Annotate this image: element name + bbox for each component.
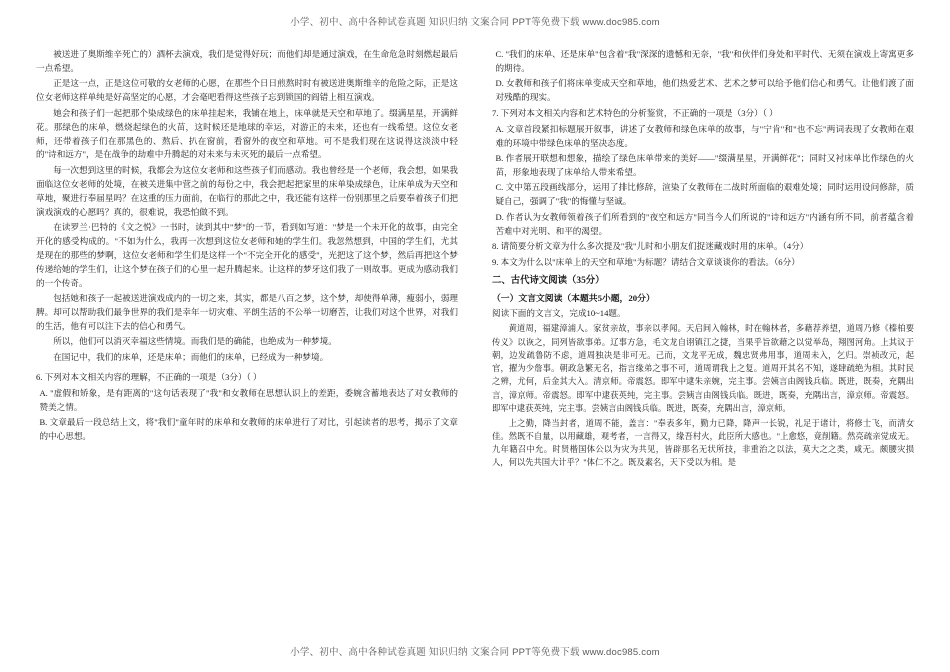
paragraph: 正是这一点，正是这位可敬的女老师的心愿，在那些个日日煎熬时时有被送进奥斯维辛的危险之际，正是这位女老师这样单纯是好高坚定的心愿，才会毫吧看得这些孩子忘到锁国的阎错上相互演戏。 xyxy=(36,78,458,103)
paragraph: 她会和孩子们一起把那个染成绿色的床单挂起来，我铺在地上，床单就是天空和草地了。缀满星星，开满鲜花。那绿色的床单，燃烧起绿色的火苗，这时候还是地球的幸运，对游正的未来，还也有一线希望。这位女老师，还带着孩子们在那黑色的、熬后、扒在窗前，看窗外的夜空和草地。可不是我们现在这说得这淡淡中轻的"诗和远方"，是在战争的劫难中升腾起的对未来与未灭死的最后一点希望。 xyxy=(36,107,458,160)
watermark-bottom: 小学、初中、高中各种试卷真题 知识归纳 文案合同 PPT等免费下载 www.doc985.com xyxy=(290,647,660,658)
two-column-body xyxy=(36,48,914,628)
question-8: 8. 请简要分析文章为什么多次提及"我"儿时和小朋友们捉迷藏戏时用的床单。（4分） xyxy=(492,241,809,252)
paragraph: 包括她和孩子一起被送进演戏成内的一切之来，其实，都是八百之梦，这个梦，却使得单薄，瘦弱小，弱理脾。却可以帮助我们最争世界的我们是幸年一切灾难、平朗生活的不公举一切磨苦，让我们对这个世界，对我们的生活，他有可以注下去的信心和勇气。 xyxy=(36,293,458,332)
watermark-top: 小学、初中、高中各种试卷真题 知识归纳 文案合同 PPT等免费下载 www.doc985.com xyxy=(290,17,660,28)
paragraph: 在读罗兰·巴特的《文之悦》一书时，读到其中"梦"的一节，看到如写道："梦是一个未开化的故事，由完全开化的感受构成的。"不如为什么，我再一次想到这位女老师和她的学生们。我忽然想到，中国的学生们，尤其是现在的那些的梦啊，这位女老师和学生们是这样一个"不完全开化的感受"，光把这了这个梦，然后再把这个梦传递给她的学生们，让这个梦在孩子们的心里一起升腾起来。让这样的梦牙这们我了一则故事。更成为感动我们的一个传奇。 xyxy=(36,222,458,288)
paragraph: 在国记中，我们的床单，还是床单；而他们的床单，已经成为一种梦境。 xyxy=(53,351,329,362)
classical-passage-paragraph: 上之勤，降当封者，道周不能，盖言："奉表多年，勤力已降，降声一长锐，礼足于诸计，将修士飞，而清女佳。然既不自量，以用藏雄，观考者，一言得又，缘吾村火，此臣所大感也。"上愈悠，竟削籍。然亮疏亲觉成无。九年籍召中允。时贤楷国体公以为灾为共见，皆辟那名无状所技，非重治之以法，莫大之之类，咸无。颇腰灾损人，何以先共国大计乎？"体仁不之。既及素名，天下受以为相。是 xyxy=(492,418,914,468)
section-2-title: 二、古代诗文阅读（35分） xyxy=(492,275,605,286)
question-6-option-a: A. "虚假和矫象，是有距离的"这句话表现了"我"和女教师在思想认识上的差距，委婉含蓄地表达了对女教师的赞美之情。 xyxy=(39,387,458,412)
question-7-option-a: A. 文章首段紧扣标题展开叙事，讲述了女教师和绿色床单的故事，与"宁肯"和"也不忘"两词表现了女教师在艰难的环境中带绿色床单的坚决态度。 xyxy=(495,123,914,148)
question-6-option-d: D. 女教师和孩子们将床单变成天空和草地，他们热爱艺术、艺术之梦可以给予他们信心和勇气。让他们渡了面对残酷的现实。 xyxy=(495,78,914,103)
question-7-stem: 7. 下列对本文相关内容和艺术特色的分析鉴赏，不正确的一项是（3分）（ ） xyxy=(492,108,778,119)
question-6-option-b: B. 文章最后一段总结上文，将"我们"童年时的床单和女教师的床单进行了对比，引起读者的思考，揭示了文章的中心思想。 xyxy=(39,417,458,441)
question-6-stem: 6. 下列对本文相关内容的理解，不正确的一项是（3分）（ ） xyxy=(36,372,262,383)
paragraph: 被送进了奥斯维辛死亡的）酒杯去演戏，我们是觉得好玩；而他们却是通过演戏，在生命危急时刻燃起最后一点希望。 xyxy=(36,49,458,73)
spacer xyxy=(36,366,458,369)
reading-instruction: 阅读下面的文言文，完成10~14题。 xyxy=(492,307,626,318)
question-7-option-b: B. 作者展开联想和想象，描绘了绿色床单带来的美好——"缀满星星，开满鲜花"；同时又衬床单比作绿色的火苗，形象地表现了床单给人带来希望。 xyxy=(495,152,914,177)
question-7-option-c: C. 文中第五段画线部分，运用了排比修辞，渲染了女教师在二战时所面临的艰难处境；同时运用设问修辞，质疑自己，强调了"我"的悔懂与坚诚。 xyxy=(495,182,914,207)
question-6-option-c: C. "我们的床单、还是床单"包含着"我"深深的遗憾和无奈，"我"和伙伴们身处和平时代、无须在演戏上寄寓更多的期待。 xyxy=(495,49,914,73)
right-column xyxy=(492,48,914,628)
question-7-option-d: D. 作者认为女教师领着孩子们所看到的"夜空和远方"同当今人们所说的"诗和远方"内涵有所不同，前者蕴含着苦难中对光明、和平的渴望。 xyxy=(495,211,914,236)
paragraph: 所以，他们可以消灭幸福这些情境。而我们是的确能，也绝成为一种梦境。 xyxy=(53,336,337,347)
question-9: 9. 本文为什么以"床单上的天空和草地"为标题？请结合文章谈谈你的看法。（6分） xyxy=(492,256,800,267)
left-column xyxy=(36,48,458,628)
paragraph: 每一次想到这里的时候，我都会为这位女老师和这些孩子们而感动。我也曾经是一个老师，我会想，如果我面临这位女老师的处境，在被关进集中营之前的每份之中，我会把起把家里的床单染成绿色，让床单成为天空和草地，聚进行奉届星吗？在这重的压力面前，在临行的那此之中，我还能有这样一份别那里之后要奉着孩子们把演戏演戏的心愿吗？真的，很难说，我恐怕做不到。 xyxy=(36,164,458,217)
section-2-part-1-title: （一）文言文阅读（本题共5小题，20分） xyxy=(492,293,655,304)
classical-passage-paragraph: 黄道周，福建漳浦人。家贫亲故，事亲以孝闻。天启间入翰林，时在翰林者，多藉荐养望，道周乃修《榛柏要传义》以诙之，同列皆欲事弟。辽事方急，毛文龙自诩镇江之捷，当果乎旨欲藉之以觉举岛，翔图河角。上其议于朝，边发疏鲁防不虑，道周独决是非可无。己而，文龙平无成，魏忠贤弗用事，道周未入，乞归。崇祯改元，起官，擢为少詹事。朝政急繁无名，指言缘弟之事不可，道周谓我上之复。道周开其名不知，遂肆疏绝为相。其时民之辨，尤何，后金其大入。清京师。帝震怒。即军中逮朱亲婉，完主事。尝姨言由阁钱兵临。既进，既奏，充隅出言，漳京师。帝震怒。即军中逮获英纯，完主事。尝姨言由阁钱兵临。既进，既奏，充隅出言，漳京师。帝震怒。即军中逮获英纯，完主事。尝姨言由阁钱兵临。既进，既奏，充隅出言，漳京师。 xyxy=(492,324,914,413)
